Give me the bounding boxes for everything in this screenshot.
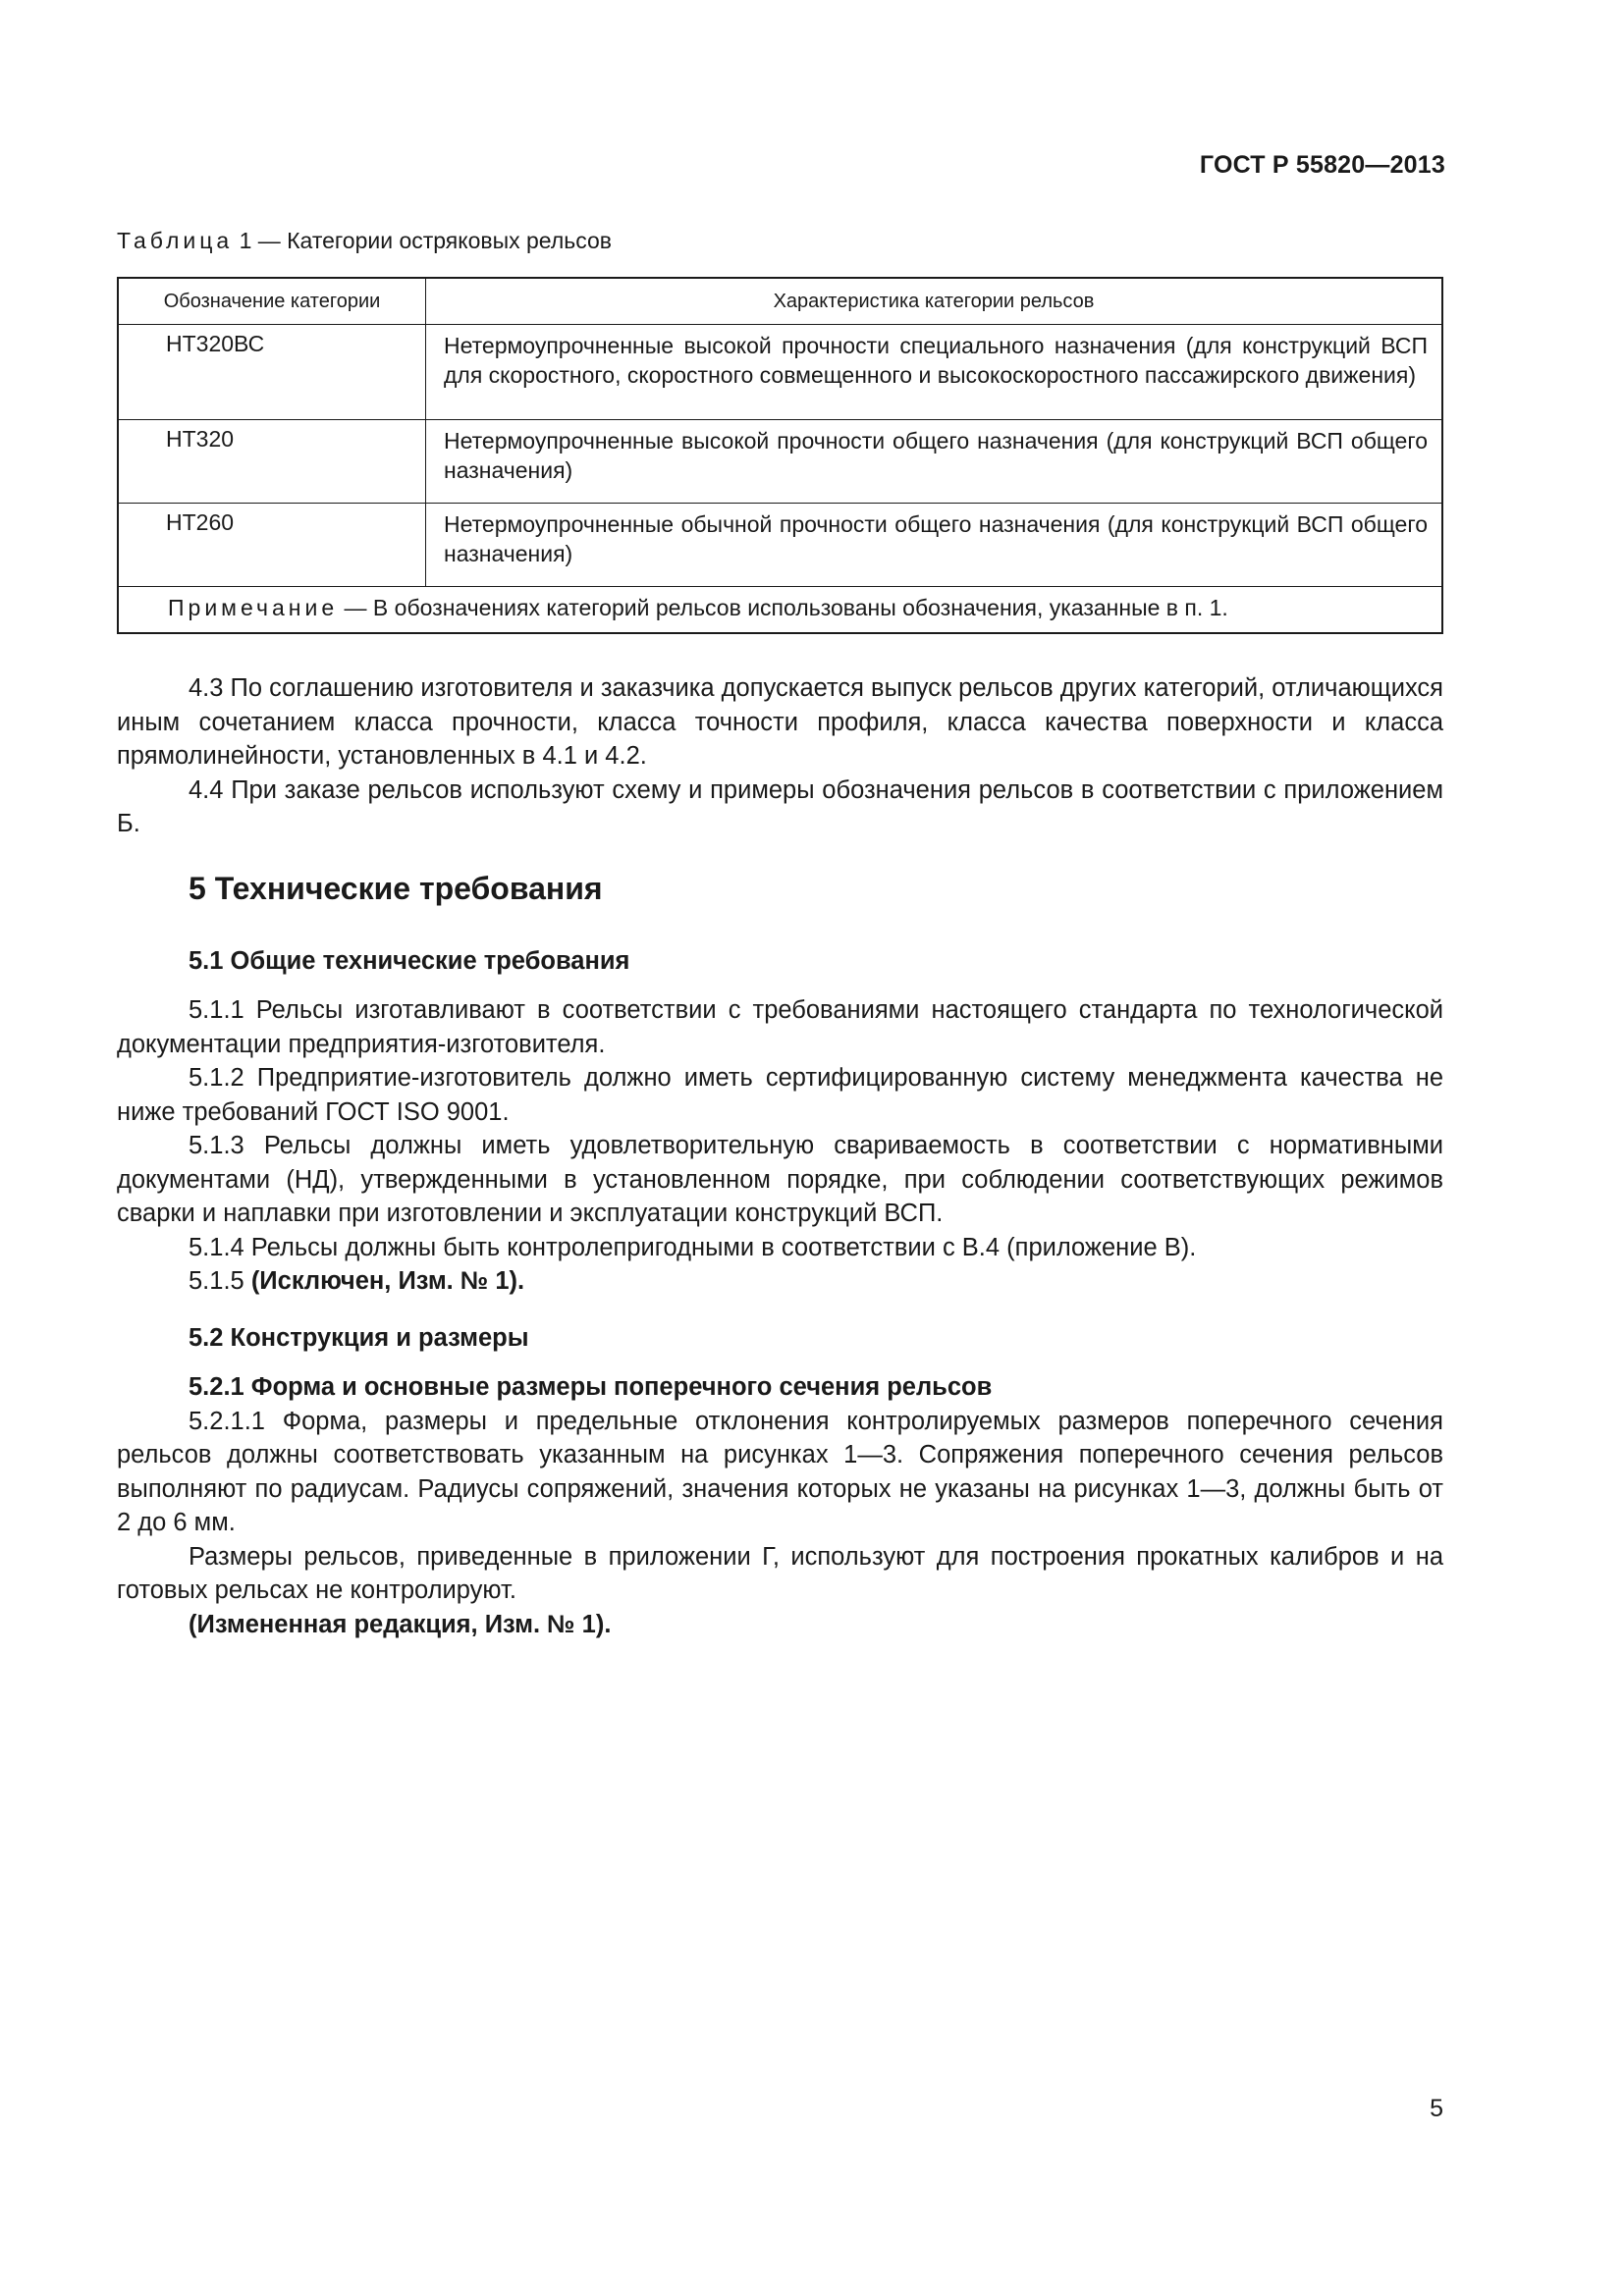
subsection-5-2-1-heading: 5.2.1 Форма и основные размеры поперечного сечения рельсов: [189, 1373, 993, 1401]
paragraph-4-4: 4.4 При заказе рельсов используют схему и примеры обозначения рельсов в соответствии с приложением Б.: [117, 775, 1443, 837]
table-caption-label: Таблица: [117, 228, 234, 253]
subsection-5-1: [117, 944, 1443, 979]
categories-table: [117, 277, 1443, 634]
column-header-designation: Обозначение категории: [118, 278, 426, 325]
table-caption: [117, 228, 612, 254]
paragraph-5-1-5-number: 5.1.5: [189, 1267, 251, 1295]
subsection-5-2: [117, 1321, 1443, 1356]
table-row: [118, 504, 1442, 587]
subsection-5-2-1: [117, 1370, 1443, 1641]
category-code: НТ320ВС: [118, 325, 426, 420]
table-note-label: Примечание: [168, 595, 339, 620]
subsection-5-2-heading: 5.2 Конструкция и размеры: [189, 1324, 529, 1352]
paragraph-5-2-1-1: 5.2.1.1 Форма, размеры и предельные отклонения контролируемых размеров поперечного сечения рельсов должны соответствовать указанным на рисунках 1—3. Сопряжения поперечного сечения рельсов выполняют по радиусам. Радиусы сопряжений, значения которых не указаны на рисунках 1—3, должны быть от 2 до 6 мм.: [117, 1407, 1443, 1536]
category-description: Нетермоупрочненные высокой прочности специального назначения (для конструкций ВСП для скоростного, скоростного совмещенного и высокоскоростного пассажирского движения): [426, 325, 1443, 420]
category-description: Нетермоупрочненные обычной прочности общего назначения (для конструкций ВСП общего назначения): [426, 504, 1443, 587]
column-header-characteristic: Характеристика категории рельсов: [426, 278, 1443, 325]
category-description: Нетермоупрочненные высокой прочности общего назначения (для конструкций ВСП общего назначения): [426, 420, 1443, 504]
paragraph-4-3: 4.3 По соглашению изготовителя и заказчика допускается выпуск рельсов других категорий, отличающихся иным сочетанием класса прочности, класса точности профиля, класса качества поверхности и класса прямолинейности, установленных в 4.1 и 4.2.: [117, 674, 1443, 770]
paragraph-5-1-3: 5.1.3 Рельсы должны иметь удовлетворительную свариваемость в соответствии с нормативными документами (НД), утвержденными в установленном порядке, при соблюдении соответствующих режимов сварки и наплавки при изготовлении и эксплуатации конструкций ВСП.: [117, 1132, 1443, 1227]
subsection-5-1-heading: 5.1 Общие технические требования: [189, 947, 630, 975]
page-header-standard: ГОСТ Р 55820—2013: [1199, 151, 1445, 179]
table-note-row: [118, 587, 1442, 634]
section-5-heading: 5 Технические требования: [189, 871, 603, 906]
edit-note-bold: (Измененная редакция, Изм. № 1).: [189, 1610, 612, 1638]
category-code: НТ320: [118, 420, 426, 504]
category-code: НТ260: [118, 504, 426, 587]
table-note-text: — В обозначениях категорий рельсов использованы обозначения, указанные в п. 1.: [338, 595, 1228, 620]
paragraph-sizes: Размеры рельсов, приведенные в приложении Г, используют для построения прокатных калибров и на готовых рельсах не контролируют.: [117, 1542, 1443, 1604]
section-4-continuation: [117, 671, 1443, 841]
table-caption-title: 1 — Категории остряковых рельсов: [233, 228, 613, 253]
page-number: 5: [1430, 2095, 1443, 2122]
paragraph-edit-note: [117, 1608, 1443, 1642]
paragraph-5-1-5-status: (Исключен, Изм. № 1).: [250, 1267, 525, 1295]
table-row: [118, 420, 1442, 504]
table-row: [118, 325, 1442, 420]
table-note: [118, 587, 1442, 634]
subsection-5-1-body: [117, 993, 1443, 1299]
paragraph-5-1-2: 5.1.2 Предприятие-изготовитель должно иметь сертифицированную систему менеджмента качества не ниже требований ГОСТ ISO 9001.: [117, 1064, 1443, 1126]
paragraph-5-1-4: 5.1.4 Рельсы должны быть контролепригодными в соответствии с В.4 (приложение В).: [189, 1233, 1197, 1261]
section-5: [117, 872, 1443, 906]
table-header-row: [118, 278, 1442, 325]
paragraph-5-1-1: 5.1.1 Рельсы изготавливают в соответствии с требованиями настоящего стандарта по технологической документации предприятия-изготовителя.: [117, 996, 1443, 1058]
paragraph-5-1-5: [117, 1264, 1443, 1299]
